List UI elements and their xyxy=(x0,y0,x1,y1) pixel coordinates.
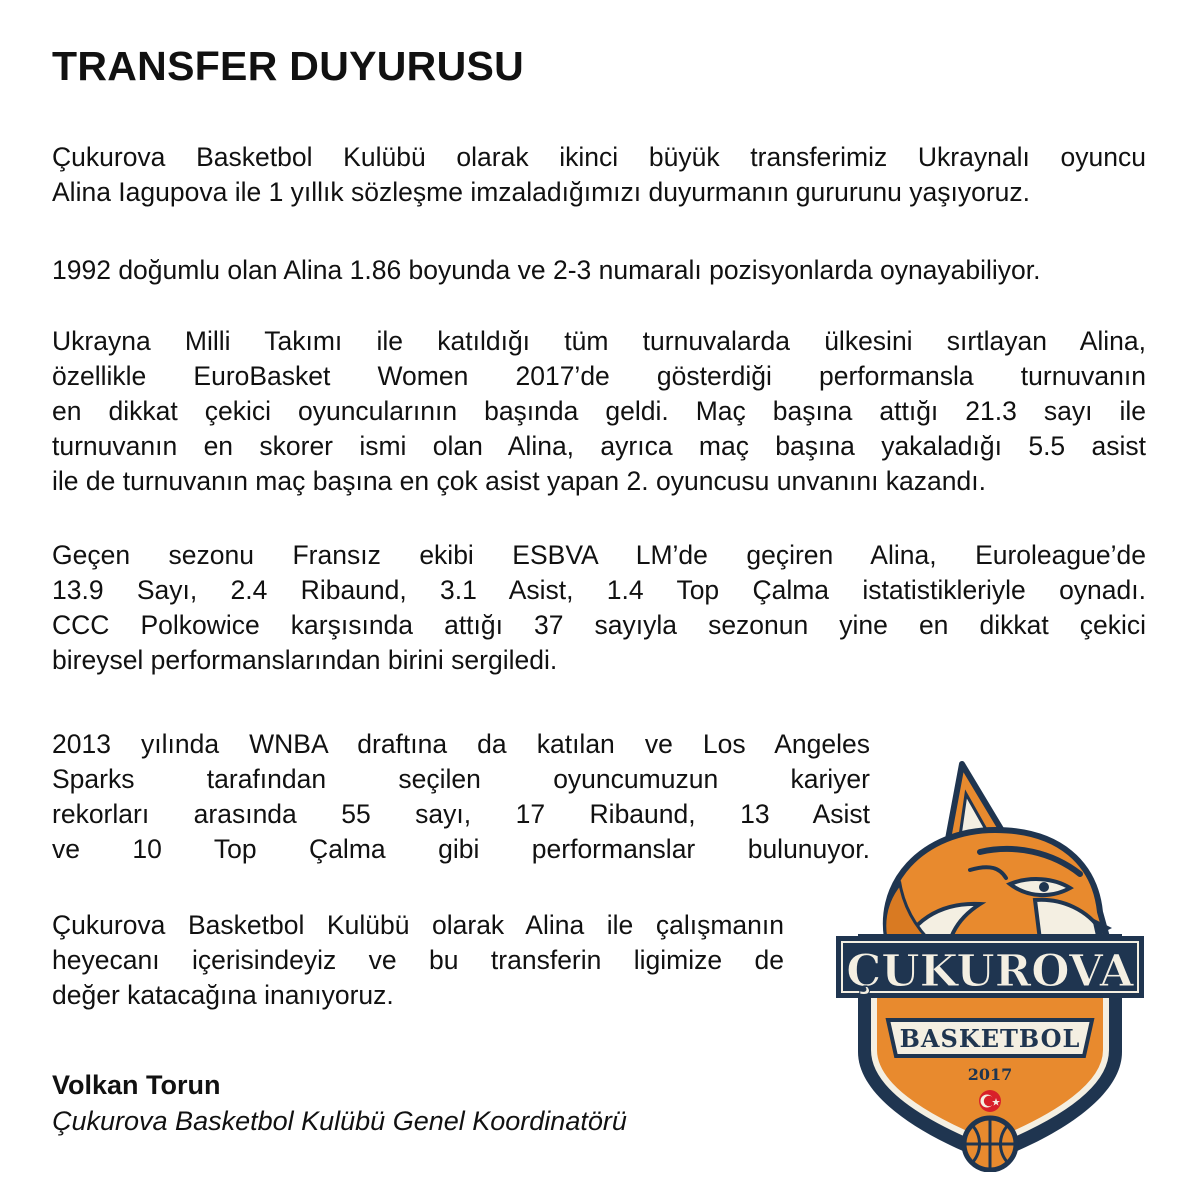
text-line: 1992 doğumlu olan Alina 1.86 boyunda ve 2-3 numaralı pozisyonlarda oynayabiliyor. xyxy=(52,255,1041,285)
text-line: CCC Polkowice karşısında attığı 37 sayıyla sezonun yine en dikkat çekici xyxy=(52,610,1146,640)
text-line: en dikkat çekici oyuncularının başında geldi. Maç başına attığı 21.3 sayı ile xyxy=(52,396,1146,426)
text-line: özellikle EuroBasket Women 2017’de gösterdiği performansla turnuvanın xyxy=(52,361,1146,391)
logo-subtitle: BASKETBOL xyxy=(899,1024,1081,1053)
logo-wordmark: ÇUKUROVA xyxy=(846,946,1134,997)
paragraph-last-season xyxy=(52,538,1146,678)
page-title: TRANSFER DUYURUSU xyxy=(52,43,525,89)
text-line: ile de turnuvanın maç başına en çok asist yapan 2. oyuncusu unvanını kazandı. xyxy=(52,466,986,496)
text-line: Alina Iagupova ile 1 yıllık sözleşme imzaladığımızı duyurmanın gururunu yaşıyoruz. xyxy=(52,177,1031,207)
signature-name: Volkan Torun xyxy=(52,1070,221,1100)
signature-role: Çukurova Basketbol Kulübü Genel Koordinatörü xyxy=(52,1106,627,1136)
paragraph-wnba xyxy=(52,727,870,867)
shield-emblem-icon xyxy=(836,934,1144,1170)
text-line: Çukurova Basketbol Kulübü olarak ikinci büyük transferimiz Ukraynalı oyuncu xyxy=(52,142,1146,172)
text-line: heyecanı içerisindeyiz ve bu transferin ligimize de xyxy=(52,945,784,975)
text-line: rekorları arasında 55 sayı, 17 Ribaund, 13 Asist xyxy=(52,799,870,829)
text-line: Sparks tarafından seçilen oyuncumuzun kariyer xyxy=(52,764,870,794)
text-line: değer katacağına inanıyoruz. xyxy=(52,980,394,1010)
text-line: 2013 yılında WNBA draftına da katılan ve Los Angeles xyxy=(52,729,870,759)
paragraph-intro xyxy=(52,140,1146,210)
club-logo xyxy=(830,752,1150,1172)
paragraph-national-team xyxy=(52,324,1146,499)
paragraph-closing xyxy=(52,908,784,1013)
text-line: Ukrayna Milli Takımı ile katıldığı tüm turnuvalarda ülkesini sırtlayan Alina, xyxy=(52,326,1146,356)
logo-year: 2017 xyxy=(967,1065,1013,1084)
text-line: ve 10 Top Çalma gibi performanslar bulunuyor. xyxy=(52,834,870,864)
text-line: bireysel performanslarından birini sergiledi. xyxy=(52,645,558,675)
text-line: Geçen sezonu Fransız ekibi ESBVA LM’de geçiren Alina, Euroleague’de xyxy=(52,540,1146,570)
text-line: 13.9 Sayı, 2.4 Ribaund, 3.1 Asist, 1.4 Top Çalma istatistikleriyle oynadı. xyxy=(52,575,1146,605)
turkish-flag-icon xyxy=(979,1090,1001,1112)
text-line: turnuvanın en skorer ismi olan Alina, ayrıca maç başına yakaladığı 5.5 asist xyxy=(52,431,1146,461)
paragraph-profile xyxy=(52,253,1146,288)
text-line: Çukurova Basketbol Kulübü olarak Alina ile çalışmanın xyxy=(52,910,784,940)
basketball-icon xyxy=(964,1118,1016,1170)
